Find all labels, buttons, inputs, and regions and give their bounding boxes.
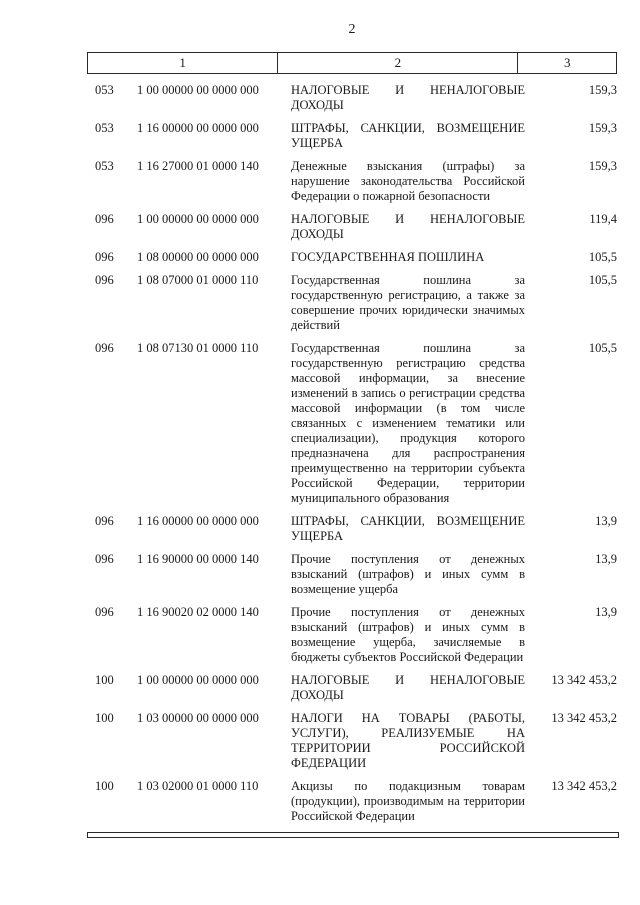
amount-value: 105,5 (588, 250, 617, 264)
table-header-col-1: 1 (88, 53, 278, 73)
amount-value: 159,3 (588, 159, 617, 173)
table-row (87, 552, 617, 597)
classification-code: 1 16 00000 00 0000 000 (137, 514, 259, 528)
classification-code: 1 08 07000 01 0000 110 (137, 273, 259, 287)
classification-code: 1 00 00000 00 0000 000 (137, 212, 259, 226)
income-name: Государственная пошлина за государственную регистрацию средства массовой информации, за внесение изменений в запись о регистрации средства массовой информации (в том числе связанных с изменением тематики или специализации), продукция которого предназначена для распространения преимущественно на территории субъекта Российской Федерации, территории муниципального образования (291, 341, 525, 505)
classification-code: 1 16 27000 01 0000 140 (137, 159, 259, 173)
amount-value: 13,9 (595, 514, 617, 528)
table-row (87, 121, 617, 151)
income-name: ГОСУДАРСТВЕННАЯ ПОШЛИНА (291, 250, 485, 264)
table-row (87, 711, 617, 771)
classification-code: 1 03 02000 01 0000 110 (137, 779, 259, 793)
amount-value: 159,3 (588, 83, 617, 97)
table-row (87, 83, 617, 113)
income-name: ШТРАФЫ, САНКЦИИ, ВОЗМЕЩЕНИЕ УЩЕРБА (291, 121, 525, 150)
table-header-row (87, 52, 617, 74)
amount-value: 13 342 453,2 (551, 673, 617, 687)
income-name: Акцизы по подакцизным товарам (продукции), производимым на территории Российской Федерации (291, 779, 525, 823)
admin-code: 096 (95, 341, 114, 355)
income-name: НАЛОГИ НА ТОВАРЫ (РАБОТЫ, УСЛУГИ), РЕАЛИЗУЕМЫЕ НА ТЕРРИТОРИИ РОССИЙСКОЙ ФЕДЕРАЦИИ (291, 711, 525, 770)
classification-code: 1 16 90000 00 0000 140 (137, 552, 259, 566)
admin-code: 053 (95, 121, 114, 135)
classification-code: 1 08 00000 00 0000 000 (137, 250, 259, 264)
table-row (87, 212, 617, 242)
classification-code: 1 00 00000 00 0000 000 (137, 83, 259, 97)
admin-code: 100 (95, 711, 114, 725)
table-bottom-rule (87, 832, 619, 838)
amount-value: 105,5 (588, 341, 617, 355)
amount-value: 13,9 (595, 552, 617, 566)
classification-code: 1 16 90020 02 0000 140 (137, 605, 259, 619)
table-row (87, 341, 617, 506)
classification-code: 1 16 00000 00 0000 000 (137, 121, 259, 135)
admin-code: 100 (95, 673, 114, 687)
budget-income-table (87, 52, 617, 824)
classification-code: 1 00 00000 00 0000 000 (137, 673, 259, 687)
admin-code: 053 (95, 83, 114, 97)
amount-value: 159,3 (588, 121, 617, 135)
income-name: Государственная пошлина за государственную регистрацию, а также за совершение прочих юридически значимых действий (291, 273, 525, 332)
table-row (87, 779, 617, 824)
income-name: НАЛОГОВЫЕ И НЕНАЛОГОВЫЕ ДОХОДЫ (291, 673, 525, 702)
classification-code: 1 03 00000 00 0000 000 (137, 711, 259, 725)
admin-code: 096 (95, 605, 114, 619)
table-row (87, 514, 617, 544)
table-row (87, 673, 617, 703)
page-number: 2 (348, 22, 356, 37)
classification-code: 1 08 07130 01 0000 110 (137, 341, 259, 355)
income-name: ШТРАФЫ, САНКЦИИ, ВОЗМЕЩЕНИЕ УЩЕРБА (291, 514, 525, 543)
admin-code: 100 (95, 779, 114, 793)
table-body (87, 83, 617, 824)
table-header-col-3: 3 (563, 55, 571, 70)
income-name: Денежные взыскания (штрафы) за нарушение законодательства Российской Федерации о пожарной безопасности (291, 159, 525, 203)
income-name: Прочие поступления от денежных взысканий (штрафов) и иных сумм в возмещение ущерба (291, 552, 525, 596)
table-row (87, 605, 617, 665)
table-row (87, 250, 617, 265)
amount-value: 13 342 453,2 (551, 711, 617, 725)
amount-value: 13 342 453,2 (551, 779, 617, 793)
admin-code: 096 (95, 212, 114, 226)
table-row (87, 273, 617, 333)
admin-code: 096 (95, 273, 114, 287)
amount-value: 119,4 (589, 212, 617, 226)
income-name: НАЛОГОВЫЕ И НЕНАЛОГОВЫЕ ДОХОДЫ (291, 212, 525, 241)
admin-code: 096 (95, 250, 114, 264)
income-name: Прочие поступления от денежных взысканий (штрафов) и иных сумм в возмещение ущерба, зачисляемые в бюджеты субъектов Российской Федерации (291, 605, 525, 664)
table-header-col-2: 2 (278, 53, 518, 73)
admin-code: 096 (95, 552, 114, 566)
admin-code: 053 (95, 159, 114, 173)
income-name: НАЛОГОВЫЕ И НЕНАЛОГОВЫЕ ДОХОДЫ (291, 83, 525, 112)
amount-value: 105,5 (588, 273, 617, 287)
admin-code: 096 (95, 514, 114, 528)
amount-value: 13,9 (595, 605, 617, 619)
table-row (87, 159, 617, 204)
